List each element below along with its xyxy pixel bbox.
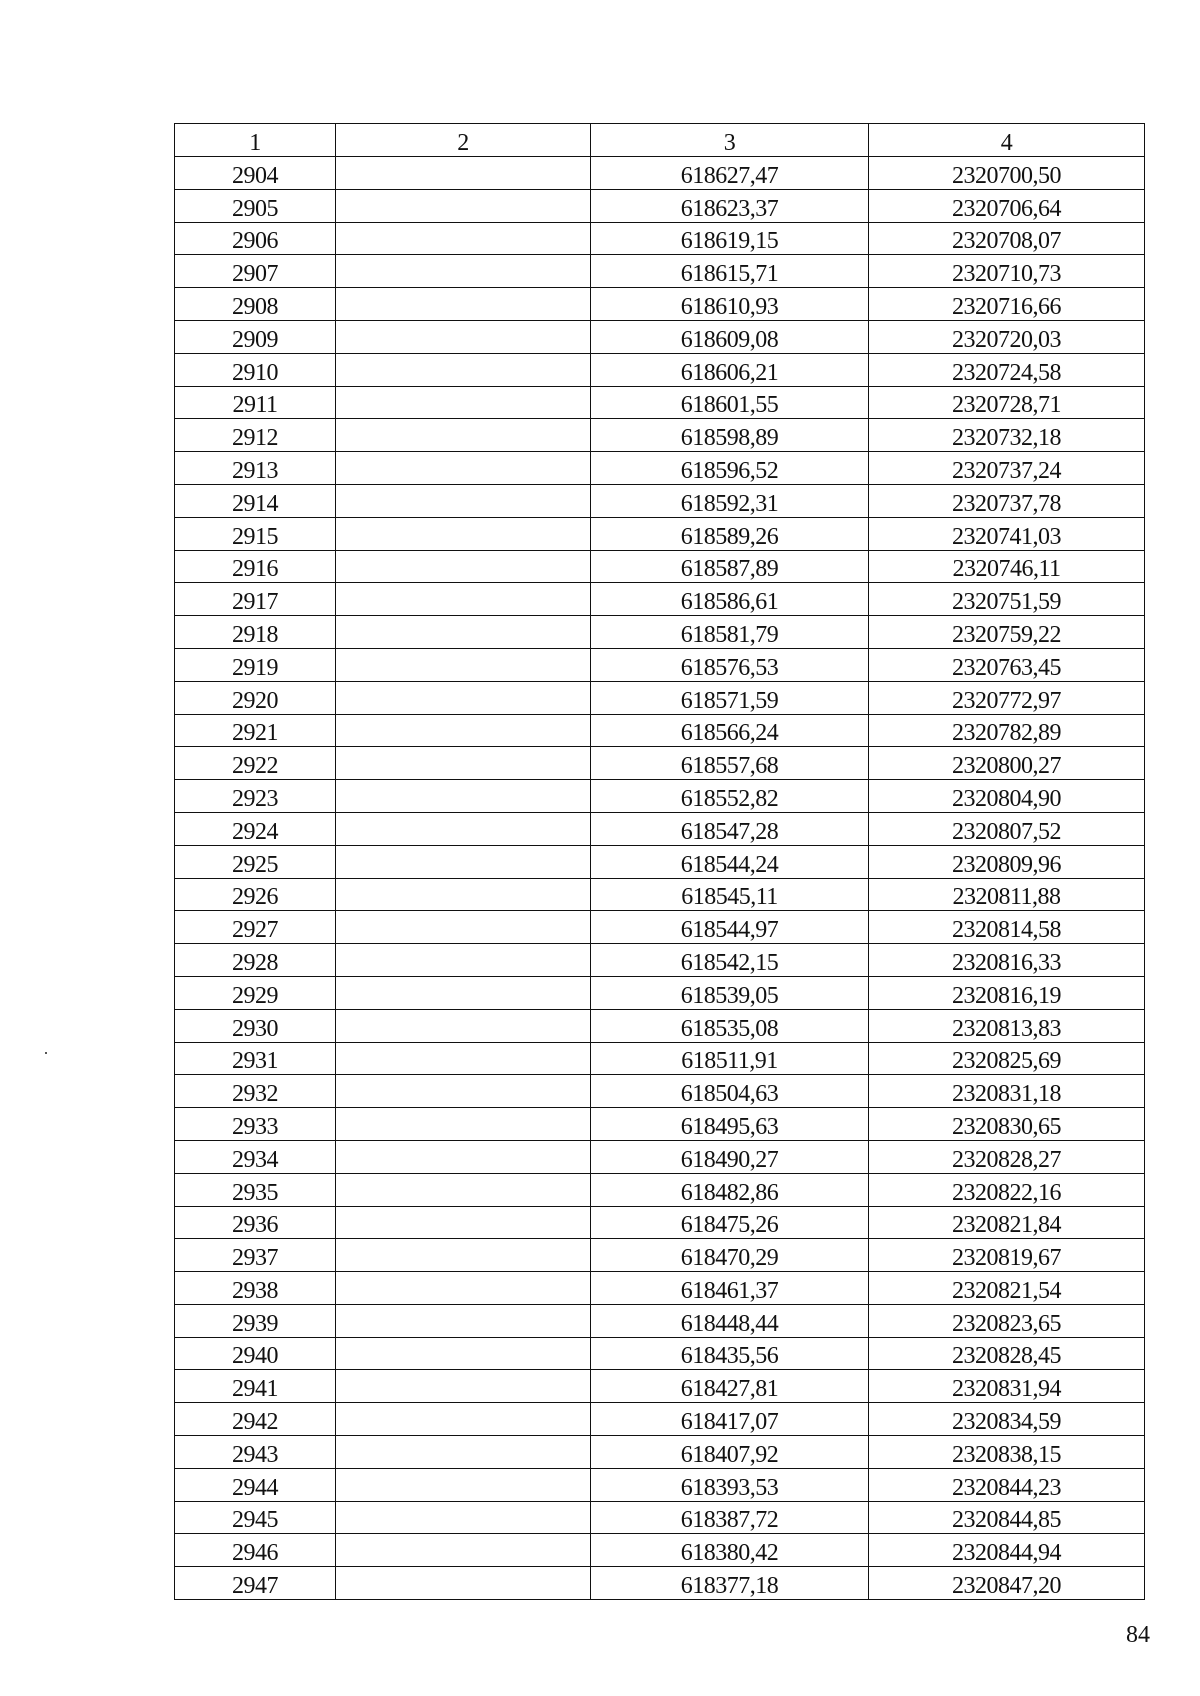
y-coordinate-cell: 2320716,66 — [869, 288, 1145, 321]
table-row — [175, 747, 1145, 780]
description-cell — [336, 1173, 591, 1206]
x-coordinate-cell: 618539,05 — [591, 976, 869, 1009]
point-number-cell: 2935 — [175, 1173, 336, 1206]
x-coordinate-cell: 618627,47 — [591, 157, 869, 190]
y-coordinate-cell: 2320811,88 — [869, 878, 1145, 911]
y-coordinate-cell: 2320819,67 — [869, 1239, 1145, 1272]
description-cell — [336, 878, 591, 911]
point-number-cell: 2917 — [175, 583, 336, 616]
y-coordinate-cell: 2320813,83 — [869, 1009, 1145, 1042]
y-coordinate-cell: 2320816,19 — [869, 976, 1145, 1009]
x-coordinate-cell: 618589,26 — [591, 517, 869, 550]
description-cell — [336, 1206, 591, 1239]
description-cell — [336, 911, 591, 944]
description-cell — [336, 1108, 591, 1141]
point-number-cell: 2940 — [175, 1337, 336, 1370]
description-cell — [336, 484, 591, 517]
table-row — [175, 812, 1145, 845]
table-row — [175, 157, 1145, 190]
coordinates-table — [174, 123, 1145, 1600]
x-coordinate-cell: 618511,91 — [591, 1042, 869, 1075]
table-row — [175, 583, 1145, 616]
y-coordinate-cell: 2320844,23 — [869, 1468, 1145, 1501]
x-coordinate-cell: 618380,42 — [591, 1534, 869, 1567]
table-row — [175, 1075, 1145, 1108]
description-cell — [336, 1337, 591, 1370]
table-body — [175, 157, 1145, 1600]
point-number-cell: 2936 — [175, 1206, 336, 1239]
y-coordinate-cell: 2320724,58 — [869, 353, 1145, 386]
y-coordinate-cell: 2320800,27 — [869, 747, 1145, 780]
y-coordinate-cell: 2320844,85 — [869, 1501, 1145, 1534]
column-header-1: 1 — [175, 124, 336, 157]
point-number-cell: 2927 — [175, 911, 336, 944]
x-coordinate-cell: 618535,08 — [591, 1009, 869, 1042]
point-number-cell: 2910 — [175, 353, 336, 386]
point-number-cell: 2912 — [175, 419, 336, 452]
point-number-cell: 2928 — [175, 944, 336, 977]
description-cell — [336, 1436, 591, 1469]
x-coordinate-cell: 618482,86 — [591, 1173, 869, 1206]
description-cell — [336, 189, 591, 222]
x-coordinate-cell: 618407,92 — [591, 1436, 869, 1469]
y-coordinate-cell: 2320782,89 — [869, 714, 1145, 747]
description-cell — [336, 780, 591, 813]
x-coordinate-cell: 618542,15 — [591, 944, 869, 977]
point-number-cell: 2914 — [175, 484, 336, 517]
x-coordinate-cell: 618377,18 — [591, 1567, 869, 1600]
table-row — [175, 1534, 1145, 1567]
point-number-cell: 2926 — [175, 878, 336, 911]
table-row — [175, 222, 1145, 255]
table-row — [175, 517, 1145, 550]
y-coordinate-cell: 2320838,15 — [869, 1436, 1145, 1469]
table-row — [175, 878, 1145, 911]
table-row — [175, 1140, 1145, 1173]
y-coordinate-cell: 2320728,71 — [869, 386, 1145, 419]
point-number-cell: 2911 — [175, 386, 336, 419]
description-cell — [336, 1370, 591, 1403]
y-coordinate-cell: 2320809,96 — [869, 845, 1145, 878]
x-coordinate-cell: 618601,55 — [591, 386, 869, 419]
table-row — [175, 1370, 1145, 1403]
table-row — [175, 911, 1145, 944]
point-number-cell: 2931 — [175, 1042, 336, 1075]
point-number-cell: 2930 — [175, 1009, 336, 1042]
y-coordinate-cell: 2320847,20 — [869, 1567, 1145, 1600]
y-coordinate-cell: 2320828,45 — [869, 1337, 1145, 1370]
point-number-cell: 2945 — [175, 1501, 336, 1534]
page-number: 84 — [1126, 1622, 1150, 1648]
y-coordinate-cell: 2320751,59 — [869, 583, 1145, 616]
point-number-cell: 2924 — [175, 812, 336, 845]
table-row — [175, 1042, 1145, 1075]
table-row — [175, 714, 1145, 747]
point-number-cell: 2906 — [175, 222, 336, 255]
y-coordinate-cell: 2320706,64 — [869, 189, 1145, 222]
table-row — [175, 1239, 1145, 1272]
point-number-cell: 2920 — [175, 681, 336, 714]
table-row — [175, 1337, 1145, 1370]
point-number-cell: 2915 — [175, 517, 336, 550]
description-cell — [336, 583, 591, 616]
y-coordinate-cell: 2320823,65 — [869, 1304, 1145, 1337]
x-coordinate-cell: 618586,61 — [591, 583, 869, 616]
description-cell — [336, 157, 591, 190]
y-coordinate-cell: 2320831,18 — [869, 1075, 1145, 1108]
y-coordinate-cell: 2320834,59 — [869, 1403, 1145, 1436]
y-coordinate-cell: 2320746,11 — [869, 550, 1145, 583]
y-coordinate-cell: 2320844,94 — [869, 1534, 1145, 1567]
x-coordinate-cell: 618619,15 — [591, 222, 869, 255]
description-cell — [336, 1468, 591, 1501]
column-header-2: 2 — [336, 124, 591, 157]
x-coordinate-cell: 618495,63 — [591, 1108, 869, 1141]
x-coordinate-cell: 618623,37 — [591, 189, 869, 222]
description-cell — [336, 386, 591, 419]
table-row — [175, 550, 1145, 583]
x-coordinate-cell: 618571,59 — [591, 681, 869, 714]
point-number-cell: 2922 — [175, 747, 336, 780]
point-number-cell: 2944 — [175, 1468, 336, 1501]
description-cell — [336, 320, 591, 353]
x-coordinate-cell: 618545,11 — [591, 878, 869, 911]
table-row — [175, 1304, 1145, 1337]
table-row — [175, 616, 1145, 649]
y-coordinate-cell: 2320772,97 — [869, 681, 1145, 714]
point-number-cell: 2947 — [175, 1567, 336, 1600]
x-coordinate-cell: 618417,07 — [591, 1403, 869, 1436]
x-coordinate-cell: 618576,53 — [591, 648, 869, 681]
table-row — [175, 976, 1145, 1009]
point-number-cell: 2941 — [175, 1370, 336, 1403]
y-coordinate-cell: 2320816,33 — [869, 944, 1145, 977]
y-coordinate-cell: 2320807,52 — [869, 812, 1145, 845]
description-cell — [336, 419, 591, 452]
point-number-cell: 2946 — [175, 1534, 336, 1567]
y-coordinate-cell: 2320830,65 — [869, 1108, 1145, 1141]
description-cell — [336, 1075, 591, 1108]
x-coordinate-cell: 618609,08 — [591, 320, 869, 353]
description-cell — [336, 1304, 591, 1337]
description-cell — [336, 1009, 591, 1042]
point-number-cell: 2932 — [175, 1075, 336, 1108]
point-number-cell: 2905 — [175, 189, 336, 222]
x-coordinate-cell: 618435,56 — [591, 1337, 869, 1370]
description-cell — [336, 812, 591, 845]
description-cell — [336, 747, 591, 780]
x-coordinate-cell: 618596,52 — [591, 452, 869, 485]
x-coordinate-cell: 618587,89 — [591, 550, 869, 583]
description-cell — [336, 222, 591, 255]
point-number-cell: 2918 — [175, 616, 336, 649]
point-number-cell: 2921 — [175, 714, 336, 747]
table-row — [175, 1567, 1145, 1600]
point-number-cell: 2937 — [175, 1239, 336, 1272]
description-cell — [336, 1501, 591, 1534]
x-coordinate-cell: 618606,21 — [591, 353, 869, 386]
point-number-cell: 2925 — [175, 845, 336, 878]
description-cell — [336, 648, 591, 681]
point-number-cell: 2933 — [175, 1108, 336, 1141]
point-number-cell: 2904 — [175, 157, 336, 190]
y-coordinate-cell: 2320763,45 — [869, 648, 1145, 681]
x-coordinate-cell: 618610,93 — [591, 288, 869, 321]
point-number-cell: 2939 — [175, 1304, 336, 1337]
table-row — [175, 1501, 1145, 1534]
point-number-cell: 2913 — [175, 452, 336, 485]
point-number-cell: 2919 — [175, 648, 336, 681]
description-cell — [336, 714, 591, 747]
description-cell — [336, 1140, 591, 1173]
table-row — [175, 452, 1145, 485]
table-row — [175, 320, 1145, 353]
y-coordinate-cell: 2320759,22 — [869, 616, 1145, 649]
y-coordinate-cell: 2320737,24 — [869, 452, 1145, 485]
point-number-cell: 2938 — [175, 1272, 336, 1305]
point-number-cell: 2934 — [175, 1140, 336, 1173]
y-coordinate-cell: 2320710,73 — [869, 255, 1145, 288]
table-row — [175, 353, 1145, 386]
description-cell — [336, 681, 591, 714]
table-row — [175, 845, 1145, 878]
point-number-cell: 2907 — [175, 255, 336, 288]
x-coordinate-cell: 618490,27 — [591, 1140, 869, 1173]
description-cell — [336, 517, 591, 550]
description-cell — [336, 353, 591, 386]
description-cell — [336, 452, 591, 485]
x-coordinate-cell: 618544,97 — [591, 911, 869, 944]
x-coordinate-cell: 618475,26 — [591, 1206, 869, 1239]
table-row — [175, 1436, 1145, 1469]
point-number-cell: 2908 — [175, 288, 336, 321]
x-coordinate-cell: 618557,68 — [591, 747, 869, 780]
table-row — [175, 419, 1145, 452]
x-coordinate-cell: 618504,63 — [591, 1075, 869, 1108]
y-coordinate-cell: 2320720,03 — [869, 320, 1145, 353]
y-coordinate-cell: 2320708,07 — [869, 222, 1145, 255]
description-cell — [336, 1239, 591, 1272]
table-row — [175, 255, 1145, 288]
x-coordinate-cell: 618592,31 — [591, 484, 869, 517]
description-cell — [336, 944, 591, 977]
table-row — [175, 189, 1145, 222]
table-row — [175, 1468, 1145, 1501]
y-coordinate-cell: 2320700,50 — [869, 157, 1145, 190]
table-row — [175, 1108, 1145, 1141]
x-coordinate-cell: 618461,37 — [591, 1272, 869, 1305]
point-number-cell: 2916 — [175, 550, 336, 583]
y-coordinate-cell: 2320821,84 — [869, 1206, 1145, 1239]
y-coordinate-cell: 2320804,90 — [869, 780, 1145, 813]
description-cell — [336, 1403, 591, 1436]
table-row — [175, 1173, 1145, 1206]
table-row — [175, 1009, 1145, 1042]
table-header-row — [175, 124, 1145, 157]
description-cell — [336, 288, 591, 321]
description-cell — [336, 616, 591, 649]
y-coordinate-cell: 2320822,16 — [869, 1173, 1145, 1206]
point-number-cell: 2929 — [175, 976, 336, 1009]
description-cell — [336, 976, 591, 1009]
y-coordinate-cell: 2320741,03 — [869, 517, 1145, 550]
x-coordinate-cell: 618427,81 — [591, 1370, 869, 1403]
point-number-cell: 2909 — [175, 320, 336, 353]
table-row — [175, 288, 1145, 321]
x-coordinate-cell: 618387,72 — [591, 1501, 869, 1534]
table-row — [175, 944, 1145, 977]
point-number-cell: 2923 — [175, 780, 336, 813]
description-cell — [336, 550, 591, 583]
y-coordinate-cell: 2320732,18 — [869, 419, 1145, 452]
table-row — [175, 1206, 1145, 1239]
table-row — [175, 386, 1145, 419]
x-coordinate-cell: 618552,82 — [591, 780, 869, 813]
point-number-cell: 2943 — [175, 1436, 336, 1469]
y-coordinate-cell: 2320821,54 — [869, 1272, 1145, 1305]
x-coordinate-cell: 618566,24 — [591, 714, 869, 747]
table-row — [175, 648, 1145, 681]
x-coordinate-cell: 618544,24 — [591, 845, 869, 878]
description-cell — [336, 1042, 591, 1075]
description-cell — [336, 255, 591, 288]
x-coordinate-cell: 618393,53 — [591, 1468, 869, 1501]
table-row — [175, 780, 1145, 813]
table-row — [175, 484, 1145, 517]
x-coordinate-cell: 618615,71 — [591, 255, 869, 288]
y-coordinate-cell: 2320825,69 — [869, 1042, 1145, 1075]
table-row — [175, 681, 1145, 714]
column-header-4: 4 — [869, 124, 1145, 157]
y-coordinate-cell: 2320828,27 — [869, 1140, 1145, 1173]
description-cell — [336, 1567, 591, 1600]
column-header-3: 3 — [591, 124, 869, 157]
table-row — [175, 1403, 1145, 1436]
x-coordinate-cell: 618547,28 — [591, 812, 869, 845]
table-row — [175, 1272, 1145, 1305]
y-coordinate-cell: 2320814,58 — [869, 911, 1145, 944]
y-coordinate-cell: 2320737,78 — [869, 484, 1145, 517]
x-coordinate-cell: 618598,89 — [591, 419, 869, 452]
y-coordinate-cell: 2320831,94 — [869, 1370, 1145, 1403]
point-number-cell: 2942 — [175, 1403, 336, 1436]
scan-artifact-dot — [45, 1052, 47, 1054]
description-cell — [336, 845, 591, 878]
description-cell — [336, 1272, 591, 1305]
description-cell — [336, 1534, 591, 1567]
x-coordinate-cell: 618581,79 — [591, 616, 869, 649]
x-coordinate-cell: 618470,29 — [591, 1239, 869, 1272]
x-coordinate-cell: 618448,44 — [591, 1304, 869, 1337]
